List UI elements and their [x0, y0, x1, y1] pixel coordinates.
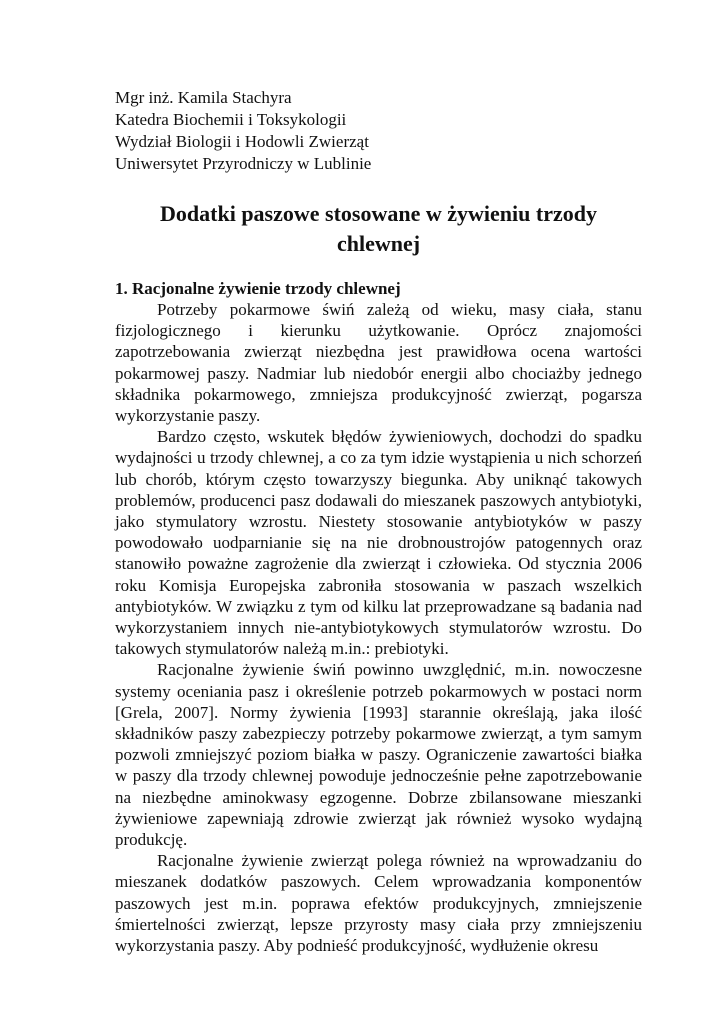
author-block: [115, 87, 642, 175]
document-page: [115, 87, 642, 956]
paragraph-3: Racjonalne żywienie świń powinno uwzględnić, m.in. nowoczesne systemy oceniania pasz i określenie potrzeb pokarmowych w postaci norm [Grela, 2007]. Normy żywienia [1993] starannie określają, jaka ilość składników paszy zabezpieczy potrzeby pokarmowe zwierząt, a tym samym pozwoli zmniejszyć poziom białka w paszy. Ograniczenie zawartości białka w paszy dla trzody chlewnej powoduje jednocześnie pełne zapotrzebowanie na niezbędne aminokwasy egzogenne. Dobrze zbilansowane mieszanki żywieniowe zapewniają zdrowie zwierząt jak również wysoko wydajną produkcję.: [115, 660, 642, 850]
section-heading: 1. Racjonalne żywienie trzody chlewnej: [115, 279, 401, 298]
document-title: Dodatki paszowe stosowane w żywieniu trzody chlewnej: [160, 201, 597, 256]
author-university: Uniwersytet Przyrodniczy w Lublinie: [115, 154, 372, 173]
paragraph-4: Racjonalne żywienie zwierząt polega również na wprowadzaniu do mieszanek dodatków paszowych. Celem wprowadzania komponentów paszowych jest m.in. poprawa efektów produkcyjnych, zmniejszenie śmiertelności zwierząt, lepsze przyrosty masy ciała przy zmniejszeniu wykorzystania paszy. Aby podnieść produkcyjność, wydłużenie okresu: [115, 851, 642, 956]
author-department: Katedra Biochemii i Toksykologii: [115, 110, 347, 129]
author-name: Mgr inż. Kamila Stachyra: [115, 88, 292, 107]
paragraph-1: Potrzeby pokarmowe świń zależą od wieku, masy ciała, stanu fizjologicznego i kierunku użytkowanie. Oprócz znajomości zapotrzebowania zwierząt niezbędna jest prawidłowa ocena wartości pokarmowej paszy. Nadmiar lub niedobór energii albo chociażby jednego składnika pokarmowego, zmniejsza produkcyjność zwierząt, pogarsza wykorzystanie paszy.: [115, 300, 642, 426]
author-faculty: Wydział Biologii i Hodowli Zwierząt: [115, 132, 369, 151]
paragraph-2: Bardzo często, wskutek błędów żywieniowych, dochodzi do spadku wydajności u trzody chlewnej, a co za tym idzie wystąpienia u nich schorzeń lub chorób, którym często towarzyszy biegunka. Aby uniknąć takowych problemów, producenci pasz dodawali do mieszanek paszowych antybiotyki, jako stymulatory wzrostu. Niestety stosowanie antybiotyków w paszy powodowało uodparnianie się na nie drobnoustrojów patogennych oraz stanowiło poważne zagrożenie dla zwierząt i człowieka. Od stycznia 2006 roku Komisja Europejska zabroniła stosowania w paszach wszelkich antybiotyków. W związku z tym od kilku lat przeprowadzane są badania nad wykorzystaniem innych nie-antybiotykowych stymulatorów wzrostu. Do takowych stymulatorów należą m.in.: prebiotyki.: [115, 427, 642, 659]
